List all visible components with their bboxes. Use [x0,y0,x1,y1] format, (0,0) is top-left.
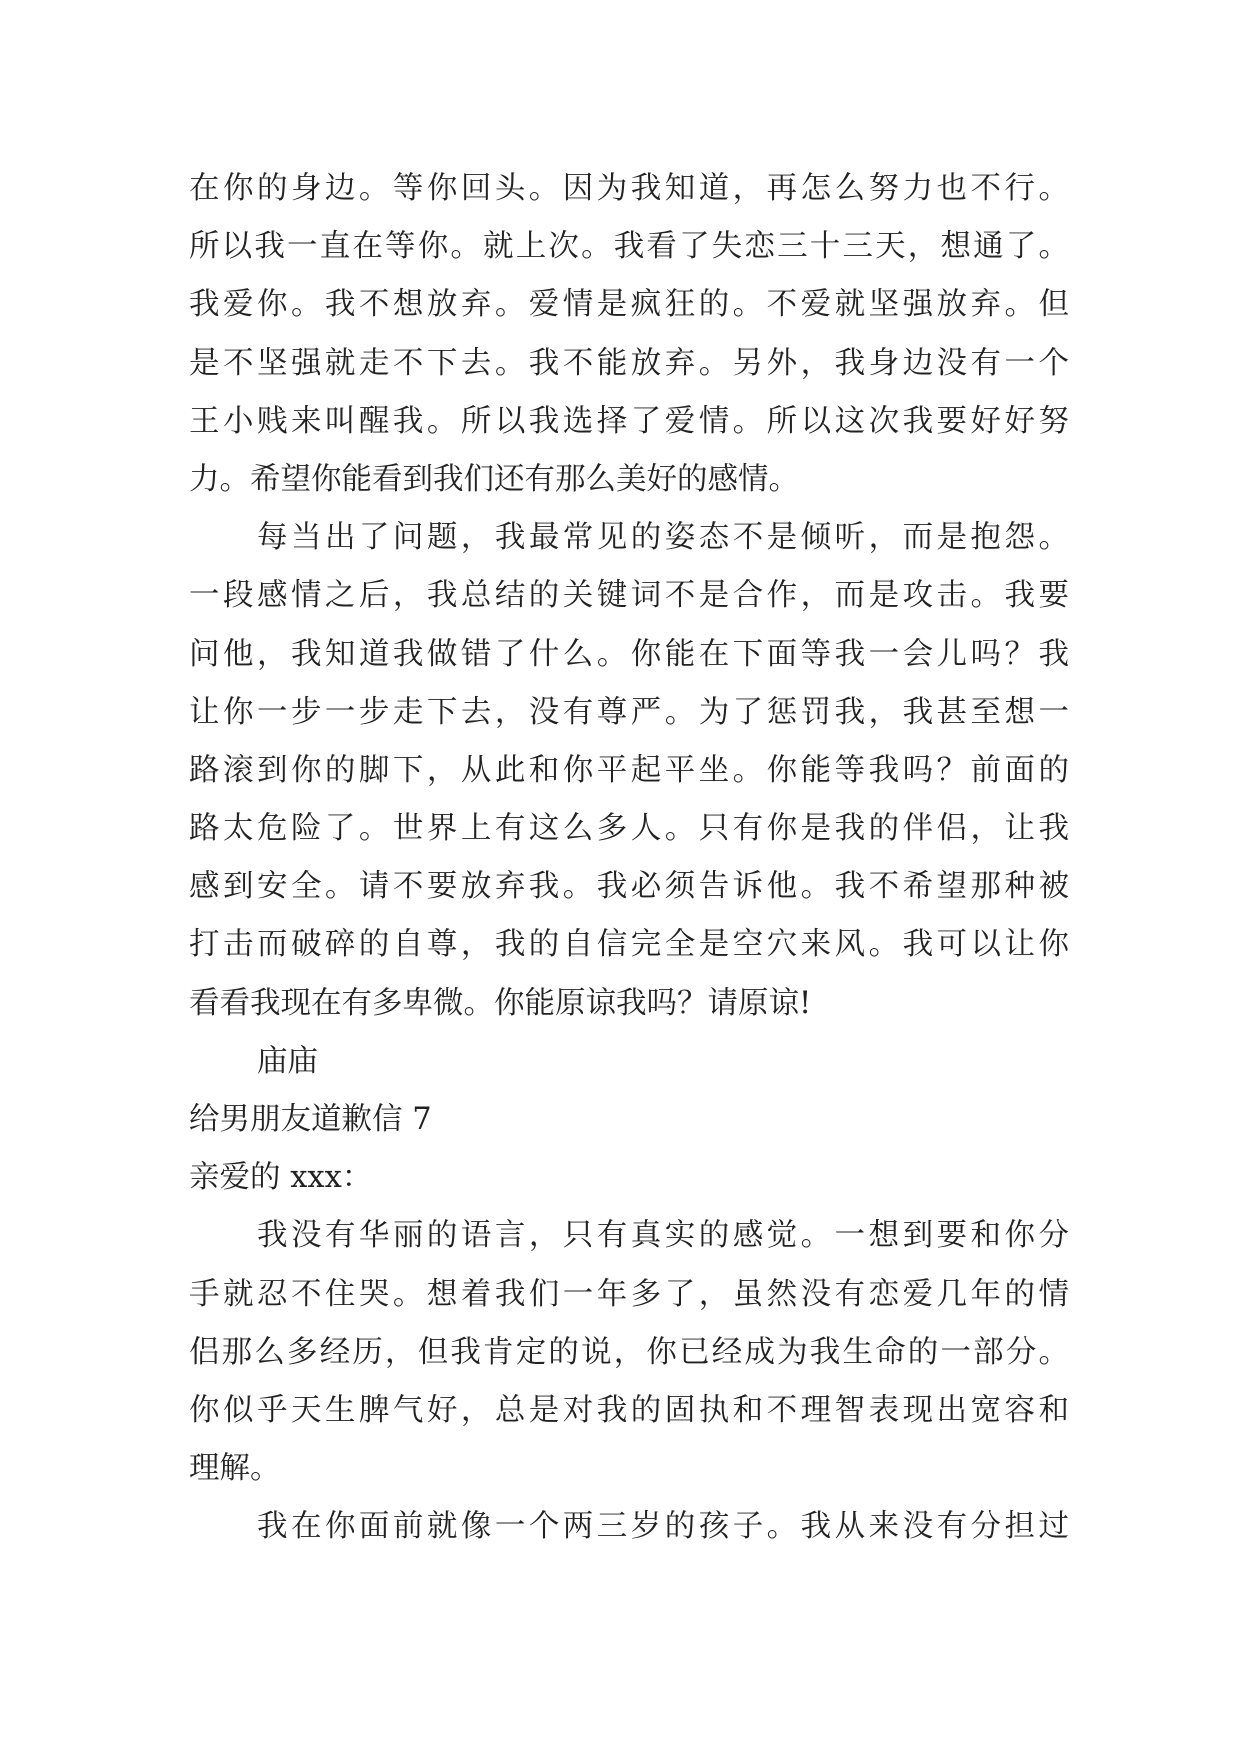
text-line: 力。希望你能看到我们还有那么美好的感情。 [189,461,799,497]
letter-body [189,160,1069,1557]
text-line: 看看我现在有多卑微。你能原谅我吗？请原谅! [189,985,812,1021]
letter-heading: 给男朋友道歉信 7 [189,1102,432,1137]
text-line: 每当出了问题，我最常见的姿态不是倾听，而是抱怨。 [257,520,1069,556]
signature: 庙庙 [257,1043,318,1079]
text-line: 感到安全。请不要放弃我。我必须告诉他。我不希望那种被 [189,869,1069,905]
text-line: 手就忍不住哭。想着我们一年多了，虽然没有恋爱几年的情 [189,1276,1069,1312]
text-line: 路太危险了。世界上有这么多人。只有你是我的伴侣，让我 [189,811,1069,847]
text-line: 打击而破碎的自尊，我的自信完全是空穴来风。我可以让你 [189,927,1069,963]
text-line: 是不坚强就走不下去。我不能放弃。另外，我身边没有一个 [189,345,1069,381]
text-line: 在你的身边。等你回头。因为我知道，再怎么努力也不行。 [189,171,1069,206]
text-line: 我爱你。我不想放弃。爱情是疯狂的。不爱就坚强放弃。但 [189,287,1069,323]
text-line: 一段感情之后，我总结的关键词不是合作，而是攻击。我要 [189,578,1069,614]
text-line: 路滚到你的脚下，从此和你平起平坐。你能等我吗？前面的 [189,752,1069,788]
text-line: 我在你面前就像一个两三岁的孩子。我从来没有分担过 [257,1509,1069,1545]
text-line: 理解。 [189,1451,281,1487]
text-line: 侣那么多经历，但我肯定的说，你已经成为我生命的一部分。 [189,1334,1069,1370]
text-line: 所以我一直在等你。就上次。我看了失恋三十三天，想通了。 [189,229,1069,265]
text-line: 王小贱来叫醒我。所以我选择了爱情。所以这次我要好好努 [189,403,1069,439]
text-line: 你似乎天生脾气好，总是对我的固执和不理智表现出宽容和 [189,1392,1069,1428]
text-line: 问他，我知道我做错了什么。你能在下面等我一会儿吗？我 [189,636,1069,672]
text-line: 我没有华丽的语言，只有真实的感觉。一想到要和你分 [257,1218,1069,1254]
text-line: 让你一步一步走下去，没有尊严。为了惩罚我，我甚至想一 [189,694,1069,730]
salutation: 亲爱的 xxx： [189,1160,373,1196]
